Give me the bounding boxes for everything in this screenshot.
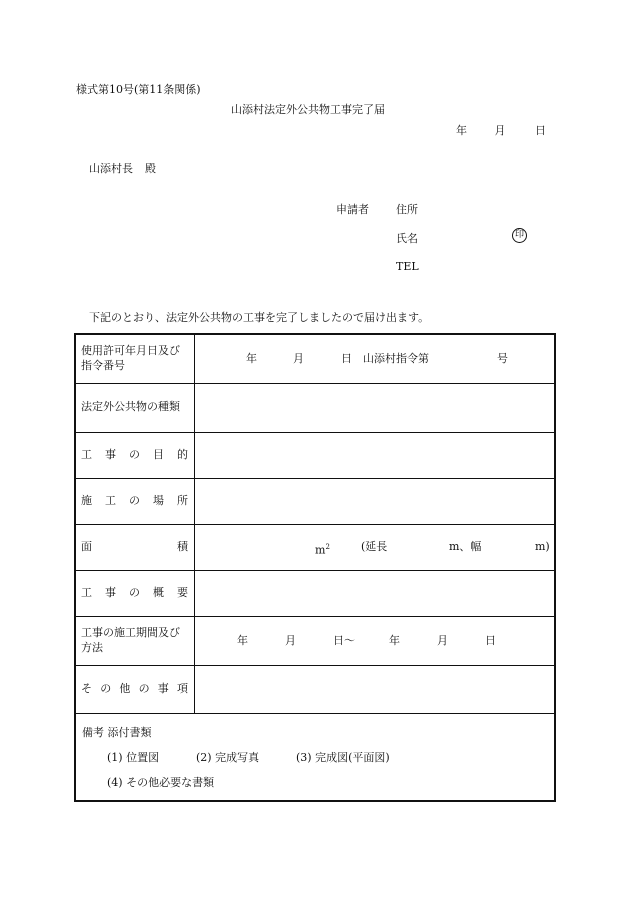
- purpose-value-cell[interactable]: [195, 432, 556, 478]
- permit-year: 年: [246, 351, 257, 365]
- other-label: その他の事項: [75, 665, 195, 713]
- address-label: 住所: [396, 203, 418, 216]
- location-label: 施工の場所: [75, 478, 195, 524]
- table-row: [75, 478, 555, 524]
- addressee-honorific: 殿: [145, 162, 156, 175]
- addressee-name: 山添村長: [89, 162, 133, 175]
- attachment-1: (1) 位置図: [107, 750, 160, 764]
- attachment-3: (3) 完成図(平面図): [296, 750, 390, 764]
- permit-label: 使用許可年月日及び指令番号: [75, 334, 195, 383]
- area-value-cell: [195, 524, 556, 570]
- period-start-year: 年: [237, 633, 248, 647]
- summary-value-cell[interactable]: [195, 570, 556, 616]
- permit-month: 月: [293, 351, 304, 365]
- date-year: 年: [456, 124, 467, 137]
- width-close: m): [535, 540, 550, 553]
- table-row: [75, 524, 555, 570]
- notes-heading: 備考 添付書類: [82, 725, 152, 739]
- form-number: 様式第10号(第11条関係): [76, 83, 201, 96]
- attachment-2: (2) 完成写真: [196, 750, 260, 764]
- document-title: 山添村法定外公共物工事完了届: [231, 103, 385, 116]
- period-end-month: 月: [437, 633, 448, 647]
- area-label: 面積: [75, 524, 195, 570]
- permit-number-suffix: 号: [497, 351, 508, 365]
- permit-directive: 山添村指令第: [363, 351, 429, 365]
- addressee: [89, 163, 156, 174]
- type-value-cell[interactable]: [195, 383, 556, 432]
- date-day: 日: [535, 124, 546, 137]
- tel-label: TEL: [396, 260, 419, 273]
- table-row: [75, 334, 555, 383]
- period-end-day: 日: [485, 633, 496, 647]
- table-row: [75, 432, 555, 478]
- table-row: [75, 570, 555, 616]
- period-start-day: 日〜: [333, 633, 355, 647]
- applicant-label: 申請者: [336, 203, 369, 216]
- period-end-year: 年: [389, 633, 400, 647]
- attachments-line-1: [82, 751, 548, 763]
- area-unit: $m^2$: [315, 543, 330, 557]
- length-unit: m、幅: [449, 540, 482, 553]
- name-label: 氏名: [396, 232, 418, 245]
- notes-cell: [75, 713, 555, 801]
- attachment-4: (4) その他必要な書類: [107, 775, 215, 789]
- seal-mark: 印: [512, 228, 527, 243]
- length-open: (延長: [361, 540, 388, 553]
- permit-day: 日: [341, 351, 352, 365]
- permit-value-cell: [195, 334, 556, 383]
- summary-label: 工事の概要: [75, 570, 195, 616]
- table-row: [75, 665, 555, 713]
- attachments-line-2: [82, 776, 548, 788]
- statement-text: 下記のとおり、法定外公共物の工事を完了しましたので届け出ます。: [89, 311, 430, 324]
- submission-date: [456, 125, 546, 136]
- period-label: 工事の施工期間及び方法: [75, 616, 195, 665]
- other-value-cell[interactable]: [195, 665, 556, 713]
- table-row: [75, 713, 555, 801]
- completion-form-table: [74, 333, 556, 802]
- period-start-month: 月: [285, 633, 296, 647]
- period-value-cell: [195, 616, 556, 665]
- date-month: 月: [494, 124, 506, 137]
- location-value-cell[interactable]: [195, 478, 556, 524]
- table-row: [75, 383, 555, 432]
- type-label: 法定外公共物の種類: [75, 383, 195, 432]
- table-row: [75, 616, 555, 665]
- purpose-label: 工事の目的: [75, 432, 195, 478]
